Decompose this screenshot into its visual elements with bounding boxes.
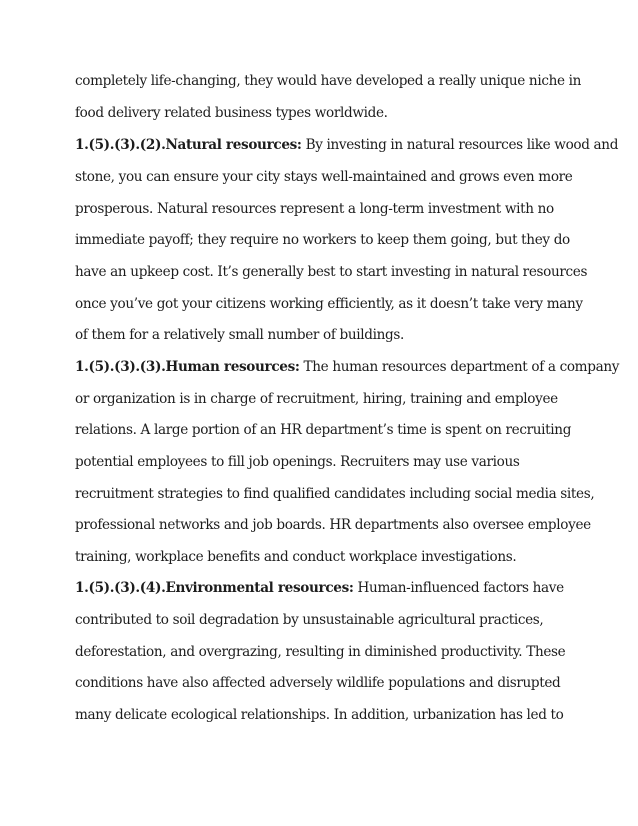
text-line: conditions have also affected adversely wildlife populations and disrupted <box>75 675 561 691</box>
text-line: immediate payoff; they require no workers to keep them going, but they do <box>75 232 570 248</box>
text-line: contributed to soil degradation by unsustainable agricultural practices, <box>75 612 544 628</box>
text-line: or organization is in charge of recruitment, hiring, training and employee <box>75 391 558 407</box>
section-heading-line: 1.(5).(3).(2).Natural resources: By investing in natural resources like wood and <box>75 137 619 153</box>
section-heading-natural-resources: 1.(5).(3).(2).Natural resources: <box>75 137 302 153</box>
text-line: completely life-changing, they would have developed a really unique niche in <box>75 73 582 89</box>
text-line: many delicate ecological relationships. In addition, urbanization has led to <box>75 707 564 723</box>
section-heading-human-resources: 1.(5).(3).(3).Human resources: <box>75 359 300 375</box>
text-line: relations. A large portion of an HR department’s time is spent on recruiting <box>75 422 572 438</box>
text-line: stone, you can ensure your city stays well-maintained and grows even more <box>75 169 573 185</box>
text-line: professional networks and job boards. HR departments also oversee employee <box>75 517 591 533</box>
text-line: potential employees to fill job openings. Recruiters may use various <box>75 454 520 470</box>
section-heading-line: 1.(5).(3).(3).Human resources: The human resources department of a company <box>75 359 620 375</box>
text-line: have an upkeep cost. It’s generally best to start investing in natural resources <box>75 264 588 280</box>
text-line: training, workplace benefits and conduct workplace investigations. <box>75 549 517 565</box>
text-line: deforestation, and overgrazing, resulting in diminished productivity. These <box>75 644 566 660</box>
text-line: of them for a relatively small number of buildings. <box>75 327 404 343</box>
section-heading-environmental-resources: 1.(5).(3).(4).Environmental resources: <box>75 580 354 596</box>
text-line: prosperous. Natural resources represent a long-term investment with no <box>75 201 554 217</box>
text-line: food delivery related business types worldwide. <box>75 105 388 121</box>
text-line: recruitment strategies to find qualified candidates including social media sites, <box>75 486 595 502</box>
text-line: once you’ve got your citizens working efficiently, as it doesn’t take very many <box>75 296 583 312</box>
section-heading-line: 1.(5).(3).(4).Environmental resources: Human-influenced factors have <box>75 580 564 596</box>
